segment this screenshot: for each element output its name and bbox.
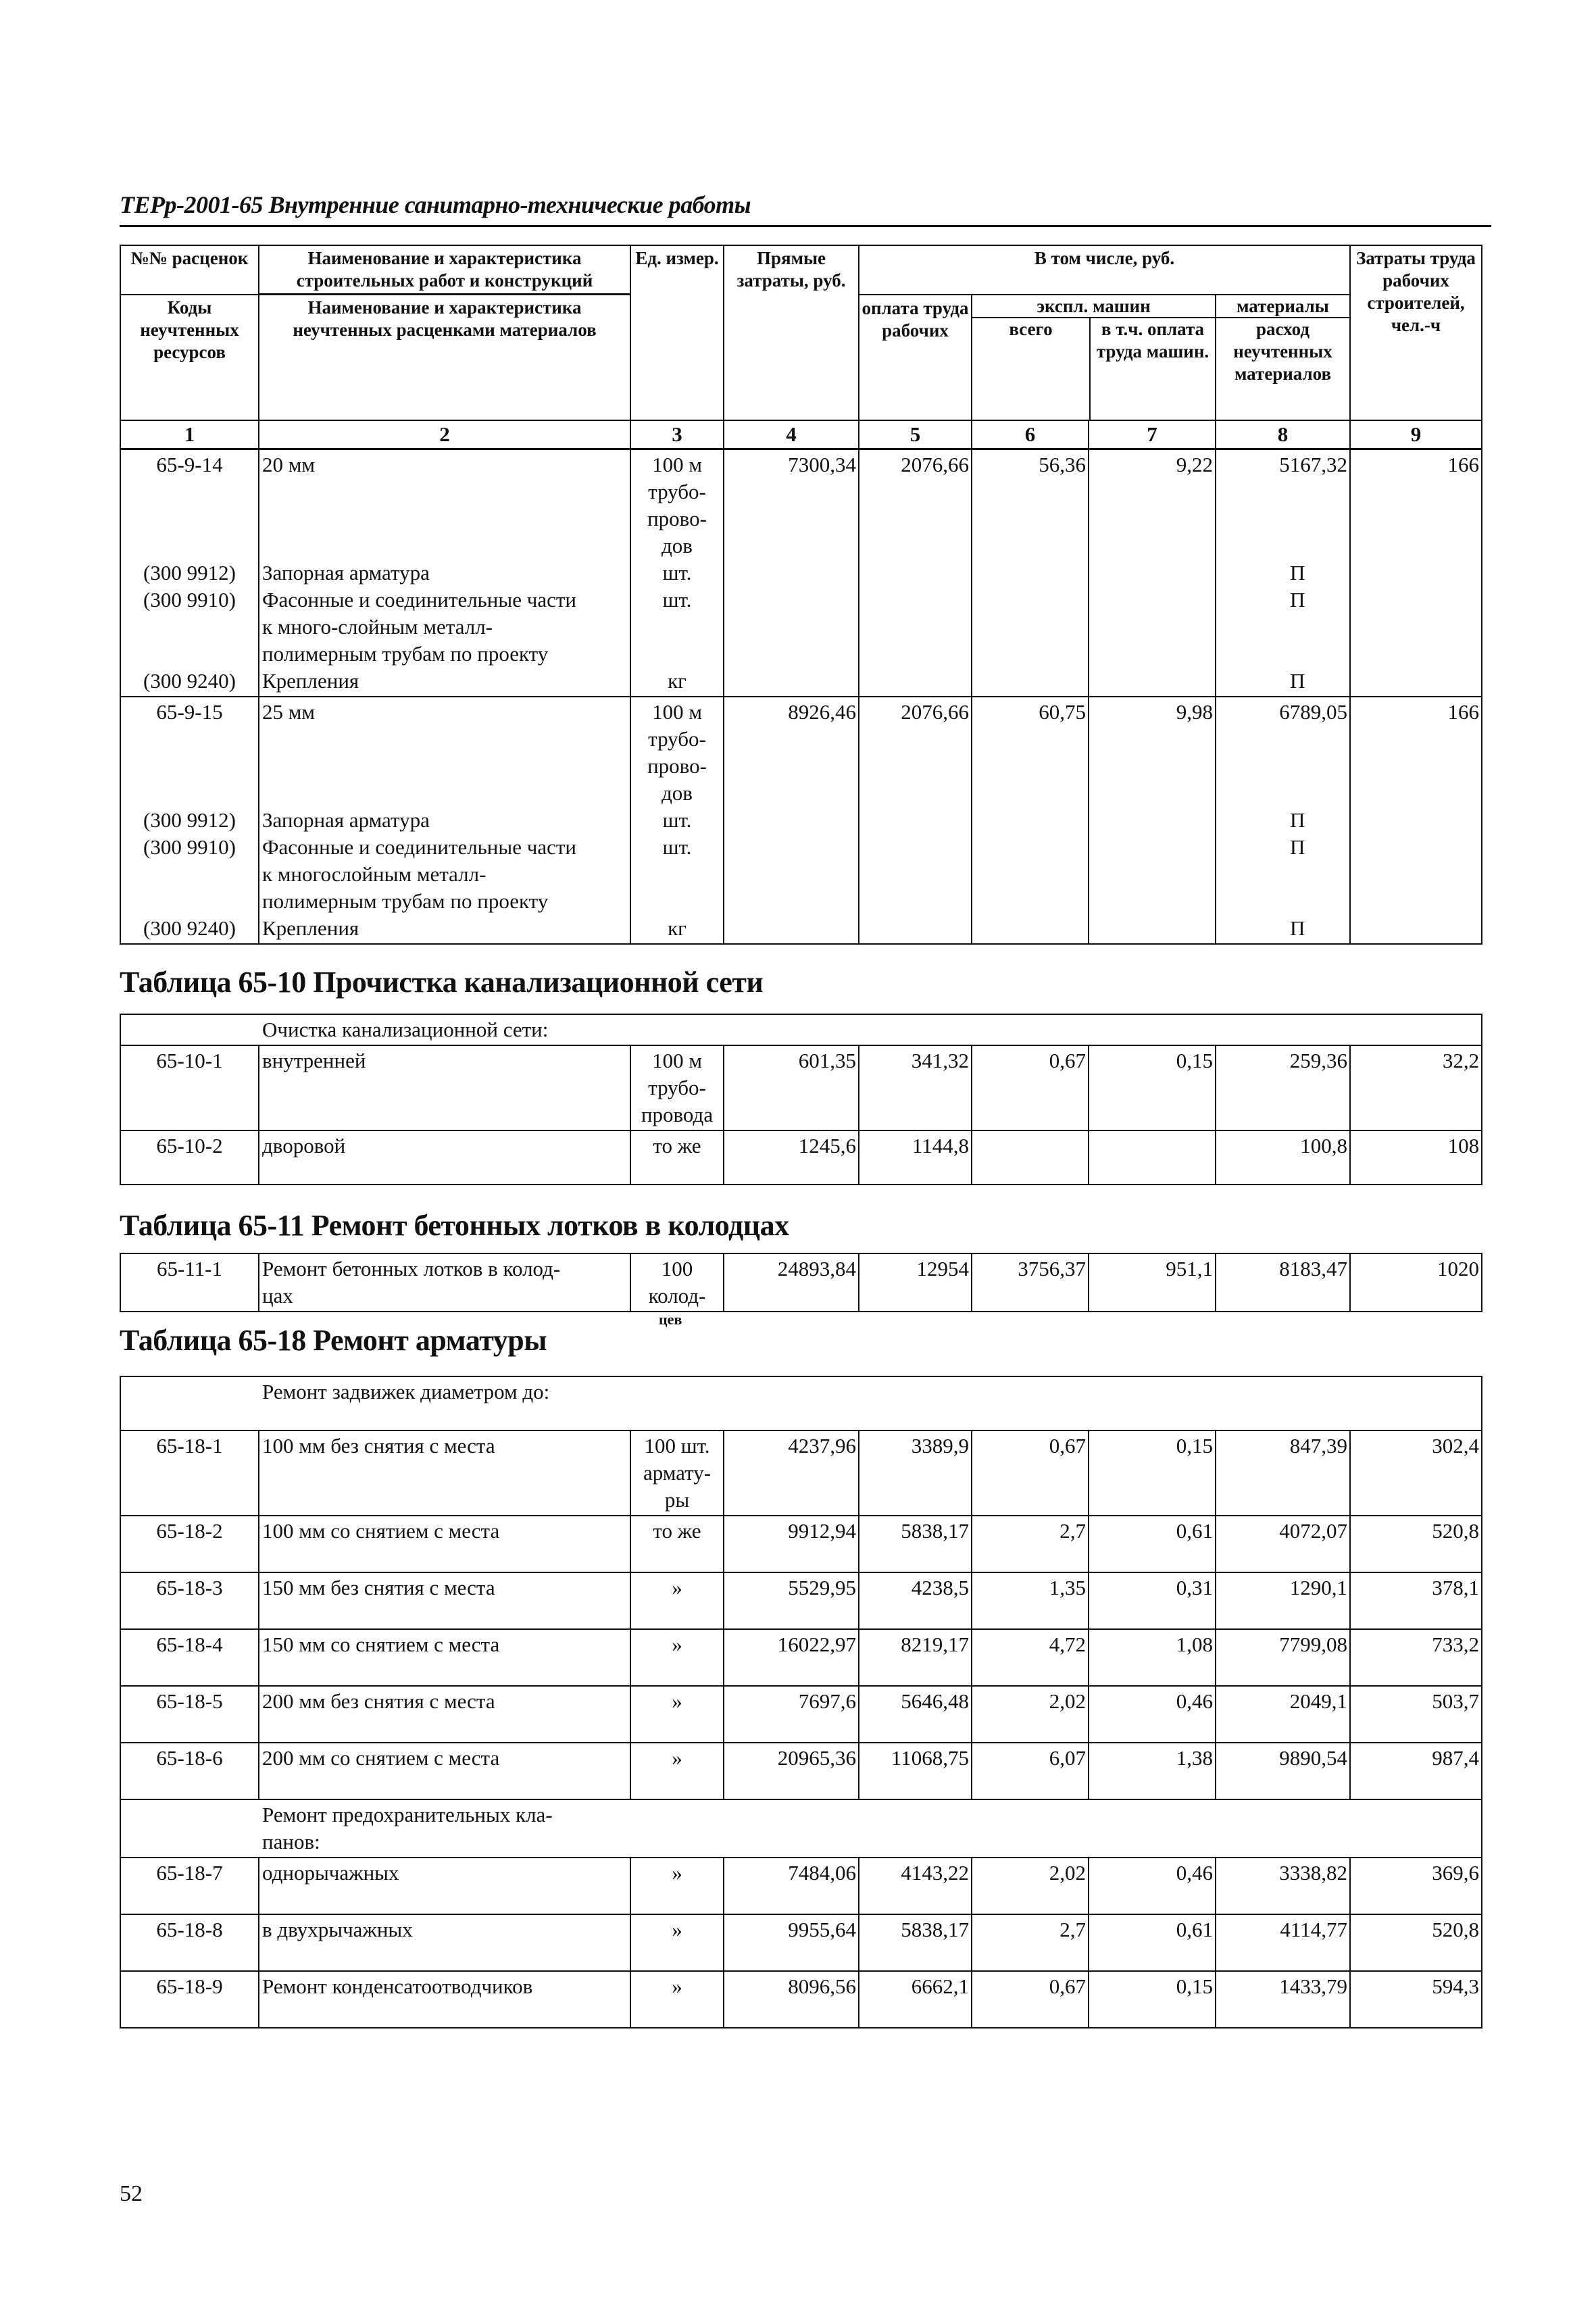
resource-code: (300 9240) xyxy=(143,668,236,693)
labor-hours: 302,4 xyxy=(1350,1430,1482,1516)
labor-hours: 166 xyxy=(1350,697,1482,944)
direct-cost: 7484,06 xyxy=(724,1858,859,1914)
running-header: ТЕРр-2001-65 Внутренние санитарно-технические работы xyxy=(120,191,751,218)
materials-cost: 7799,08 xyxy=(1216,1629,1350,1686)
direct-cost: 20965,36 xyxy=(724,1743,859,1799)
direct-cost: 8096,56 xyxy=(724,1971,859,2028)
col-number: 8 xyxy=(1216,420,1350,449)
row-name: дворовой xyxy=(259,1130,630,1185)
resource-mark: П xyxy=(1290,835,1305,859)
materials-cost: 5167,32 xyxy=(1279,452,1347,476)
resource-code: (300 9910) xyxy=(143,587,236,612)
materials-cell xyxy=(1216,697,1350,944)
machine-labor: 0,61 xyxy=(1089,1516,1216,1572)
header-group: В том числе, руб. xyxy=(859,245,1350,295)
materials-cost: 4072,07 xyxy=(1216,1516,1350,1572)
col-number: 1 xyxy=(120,420,259,449)
labor-cost: 341,32 xyxy=(859,1045,972,1130)
row-code: 65-18-5 xyxy=(120,1686,259,1743)
resource-mark: П xyxy=(1290,916,1305,940)
header-col8: расход неучтенных материалов xyxy=(1233,318,1332,384)
direct-cost: 7697,6 xyxy=(724,1686,859,1743)
materials-cost: 847,39 xyxy=(1216,1430,1350,1516)
table-65-18 xyxy=(120,1376,1482,2028)
direct-cost: 7300,34 xyxy=(724,449,859,697)
machine-total: 0,67 xyxy=(972,1430,1089,1516)
resource-code: (300 9912) xyxy=(143,560,236,584)
table-row xyxy=(120,1130,1482,1185)
row-name: 150 мм со снятием с места xyxy=(259,1629,630,1686)
row-code: 65-18-4 xyxy=(120,1629,259,1686)
page-number: 52 xyxy=(120,2181,143,2206)
table-row xyxy=(120,1743,1482,1799)
section-title-65-10: Таблица 65-10 Прочистка канализационной сети xyxy=(120,966,764,999)
materials-cost: 4114,77 xyxy=(1216,1914,1350,1971)
labor-cost: 2076,66 xyxy=(859,697,972,944)
row-code: 65-18-1 xyxy=(120,1430,259,1516)
machine-labor: 0,15 xyxy=(1089,1430,1216,1516)
materials-cost: 100,8 xyxy=(1216,1130,1350,1185)
row-code: 65-18-6 xyxy=(120,1743,259,1799)
labor-cost: 4143,22 xyxy=(859,1858,972,1914)
labor-hours: 503,7 xyxy=(1350,1686,1482,1743)
table-65-9 xyxy=(120,245,1482,945)
machine-labor: 9,98 xyxy=(1089,697,1216,944)
labor-cost: 5838,17 xyxy=(859,1914,972,1971)
row-name: 200 мм без снятия с места xyxy=(259,1686,630,1743)
materials-cost: 9890,54 xyxy=(1216,1743,1350,1799)
labor-hours: 594,3 xyxy=(1350,1971,1482,2028)
resource-code: (300 9240) xyxy=(143,916,236,940)
col-number: 3 xyxy=(630,420,724,449)
header-materials-group: материалы xyxy=(1216,295,1349,318)
row-code-cell: 65-9-14 (300 9912) (300 9910) (300 9240) xyxy=(120,449,259,697)
table-row xyxy=(120,1253,1482,1312)
header-col6: всего xyxy=(972,318,1091,420)
labor-cost: 3389,9 xyxy=(859,1430,972,1516)
row-code-cell: 65-9-15 (300 9912) (300 9910) (300 9240) xyxy=(120,697,259,944)
machine-labor: 0,31 xyxy=(1089,1572,1216,1629)
row-unit: » xyxy=(630,1629,724,1686)
machine-total: 0,67 xyxy=(972,1971,1089,2028)
resource-name: полимерным трубам по проекту xyxy=(262,889,549,913)
machine-labor: 0,46 xyxy=(1089,1858,1216,1914)
resource-name: Фасонные и соединительные части xyxy=(262,587,576,612)
materials-cost: 8183,47 xyxy=(1216,1253,1350,1312)
header-machines-group: экспл. машин xyxy=(972,295,1215,318)
resource-name: Крепления xyxy=(262,668,359,693)
header-rule xyxy=(120,225,1491,227)
labor-cost: 6662,1 xyxy=(859,1971,972,2028)
row-name: 150 мм без снятия с места xyxy=(259,1572,630,1629)
header-materials xyxy=(1216,295,1350,420)
resource-name: к много-слойным металл- xyxy=(262,614,493,639)
row-name-cell: 20 мм Запорная арматура Фасонные и соединительные части к много-слойным металл- полимерным трубам по проекту Крепления xyxy=(259,449,630,697)
labor-hours: 378,1 xyxy=(1350,1572,1482,1629)
machine-labor: 1,38 xyxy=(1089,1743,1216,1799)
direct-cost: 16022,97 xyxy=(724,1629,859,1686)
labor-hours: 520,8 xyxy=(1350,1516,1482,1572)
header-col2-top: Наименование и характеристика строительных работ и конструкций xyxy=(259,245,630,295)
resource-name: к многослойным металл- xyxy=(262,862,487,886)
materials-cost: 1433,79 xyxy=(1216,1971,1350,2028)
machine-total: 6,07 xyxy=(972,1743,1089,1799)
materials-cost: 2049,1 xyxy=(1216,1686,1350,1743)
labor-cost: 5646,48 xyxy=(859,1686,972,1743)
labor-hours: 733,2 xyxy=(1350,1629,1482,1686)
machine-total: 3756,37 xyxy=(972,1253,1089,1312)
col-number: 6 xyxy=(972,420,1089,449)
row-name-cell: 25 мм Запорная арматура Фасонные и соединительные части к многослойным металл- полимерным трубам по проекту Крепления xyxy=(259,697,630,944)
machine-total xyxy=(972,1130,1089,1185)
row-code: 65-18-9 xyxy=(120,1971,259,2028)
row-name: 100 мм без снятия с места xyxy=(259,1430,630,1516)
table-65-10 xyxy=(120,1014,1482,1185)
machine-total: 2,7 xyxy=(972,1516,1089,1572)
table-row xyxy=(120,1971,1482,2028)
row-unit: » xyxy=(630,1743,724,1799)
direct-cost: 9955,64 xyxy=(724,1914,859,1971)
labor-cost: 4238,5 xyxy=(859,1572,972,1629)
table-row xyxy=(120,449,1482,697)
labor-cost: 5838,17 xyxy=(859,1516,972,1572)
resource-name: полимерным трубам по проекту xyxy=(262,641,549,666)
machine-total: 1,35 xyxy=(972,1572,1089,1629)
row-unit: » xyxy=(630,1971,724,2028)
row-unit: » xyxy=(630,1686,724,1743)
section-title-65-11: Таблица 65-11 Ремонт бетонных лотков в колодцах xyxy=(120,1209,789,1242)
table-row xyxy=(120,1430,1482,1516)
resource-name: Запорная арматура xyxy=(262,807,430,832)
direct-cost: 24893,84 xyxy=(724,1253,859,1312)
resource-name: Запорная арматура xyxy=(262,560,430,584)
table-row xyxy=(120,697,1482,944)
row-unit-cell: 100 м трубо- провода xyxy=(630,1045,724,1130)
machine-labor: 0,46 xyxy=(1089,1686,1216,1743)
machine-labor: 0,15 xyxy=(1089,1971,1216,2028)
header-machines xyxy=(972,295,1216,420)
machine-total: 2,7 xyxy=(972,1914,1089,1971)
unit-overflow-text: цев xyxy=(659,1311,682,1328)
header-col1-bottom: Коды неучтенных ресурсов xyxy=(120,295,259,420)
direct-cost: 4237,96 xyxy=(724,1430,859,1516)
resource-mark: П xyxy=(1290,668,1305,693)
direct-cost: 9912,94 xyxy=(724,1516,859,1572)
col-number: 4 xyxy=(724,420,859,449)
labor-hours: 520,8 xyxy=(1350,1914,1482,1971)
row-unit-cell: 100 шт. армату- ры xyxy=(630,1430,724,1516)
labor-hours: 166 xyxy=(1350,449,1482,697)
machine-total: 0,67 xyxy=(972,1045,1089,1130)
section-title-65-18: Таблица 65-18 Ремонт арматуры xyxy=(120,1324,547,1357)
table-row xyxy=(120,1914,1482,1971)
labor-cost: 11068,75 xyxy=(859,1743,972,1799)
group-label: Ремонт предохранительных кла- панов: xyxy=(120,1799,1482,1858)
machine-labor: 0,15 xyxy=(1089,1045,1216,1130)
machine-labor: 951,1 xyxy=(1089,1253,1216,1312)
group-label: Ремонт задвижек диаметром до: xyxy=(120,1376,1482,1430)
machine-total: 2,02 xyxy=(972,1686,1089,1743)
col-number: 5 xyxy=(859,420,972,449)
resource-name: Фасонные и соединительные части xyxy=(262,835,576,859)
row-name: Ремонт конденсатоотводчиков xyxy=(259,1971,630,2028)
row-code: 65-18-3 xyxy=(120,1572,259,1629)
labor-cost: 12954 xyxy=(859,1253,972,1312)
labor-cost: 8219,17 xyxy=(859,1629,972,1686)
row-unit: » xyxy=(630,1858,724,1914)
header-col3: Ед. измер. xyxy=(630,245,724,420)
header-col4: Прямые затраты, руб. xyxy=(724,245,859,420)
header-col7: в т.ч. оплата труда машин. xyxy=(1096,318,1210,362)
machine-labor xyxy=(1089,1130,1216,1185)
row-code: 65-18-7 xyxy=(120,1858,259,1914)
resource-code: (300 9912) xyxy=(143,807,236,832)
table-row xyxy=(120,1686,1482,1743)
resource-mark: П xyxy=(1290,560,1305,584)
header-col9: Затраты труда рабочих строителей, чел.-ч xyxy=(1350,245,1482,420)
header-col2-bottom: Наименование и характеристика неучтенных расценками материалов xyxy=(259,295,630,420)
col-number: 9 xyxy=(1350,420,1482,449)
table-65-11 xyxy=(120,1253,1482,1312)
table-row xyxy=(120,1858,1482,1914)
labor-hours: 32,2 xyxy=(1350,1045,1482,1130)
materials-cost: 1290,1 xyxy=(1216,1572,1350,1629)
direct-cost: 5529,95 xyxy=(724,1572,859,1629)
row-code: 65-10-2 xyxy=(120,1130,259,1185)
machine-total: 2,02 xyxy=(972,1858,1089,1914)
row-name: 100 мм со снятием с места xyxy=(259,1516,630,1572)
direct-cost: 8926,46 xyxy=(724,697,859,944)
table-row xyxy=(120,1045,1482,1130)
materials-cost: 259,36 xyxy=(1216,1045,1350,1130)
resource-mark: П xyxy=(1290,807,1305,832)
labor-hours: 369,6 xyxy=(1350,1858,1482,1914)
machine-labor: 1,08 xyxy=(1089,1629,1216,1686)
materials-cell xyxy=(1216,449,1350,697)
row-name: 200 мм со снятием с места xyxy=(259,1743,630,1799)
resource-mark: П xyxy=(1290,587,1305,612)
col-number: 7 xyxy=(1089,420,1216,449)
row-code: 65-18-2 xyxy=(120,1516,259,1572)
direct-cost: 1245,6 xyxy=(724,1130,859,1185)
machine-total: 4,72 xyxy=(972,1629,1089,1686)
labor-cost: 1144,8 xyxy=(859,1130,972,1185)
row-unit: » xyxy=(630,1914,724,1971)
row-unit-cell: 100 м трубо- прово- дов шт. шт. кг xyxy=(630,697,724,944)
machine-total: 60,75 xyxy=(972,697,1089,944)
row-code: 65-11-1 xyxy=(120,1253,259,1312)
materials-cost: 3338,82 xyxy=(1216,1858,1350,1914)
header-col1-top: №№ расценок xyxy=(120,245,259,295)
table-row xyxy=(120,1572,1482,1629)
machine-labor: 9,22 xyxy=(1089,449,1216,697)
materials-cost: 6789,05 xyxy=(1279,699,1347,724)
row-code: 65-10-1 xyxy=(120,1045,259,1130)
row-code: 65-18-8 xyxy=(120,1914,259,1971)
group-label: Очистка канализационной сети: xyxy=(120,1014,1482,1045)
row-unit-cell: 100 м трубо- прово- дов шт. шт. кг xyxy=(630,449,724,697)
table-row xyxy=(120,1629,1482,1686)
machine-labor: 0,61 xyxy=(1089,1914,1216,1971)
labor-hours: 1020 xyxy=(1350,1253,1482,1312)
row-unit: то же xyxy=(630,1130,724,1185)
row-unit-cell: 100 колод- xyxy=(630,1253,724,1312)
resource-code: (300 9910) xyxy=(143,835,236,859)
labor-hours: 987,4 xyxy=(1350,1743,1482,1799)
row-name: в двухрычажных xyxy=(259,1914,630,1971)
resource-name: Крепления xyxy=(262,916,359,940)
row-name-cell: Ремонт бетонных лотков в колод- цах xyxy=(259,1253,630,1312)
labor-hours: 108 xyxy=(1350,1130,1482,1185)
row-unit: то же xyxy=(630,1516,724,1572)
row-unit: » xyxy=(630,1572,724,1629)
direct-cost: 601,35 xyxy=(724,1045,859,1130)
header-col5: оплата труда рабочих xyxy=(859,295,972,420)
labor-cost: 2076,66 xyxy=(859,449,972,697)
table-row xyxy=(120,1516,1482,1572)
col-number: 2 xyxy=(259,420,630,449)
machine-total: 56,36 xyxy=(972,449,1089,697)
row-name: однорычажных xyxy=(259,1858,630,1914)
row-name: внутренней xyxy=(259,1045,630,1130)
